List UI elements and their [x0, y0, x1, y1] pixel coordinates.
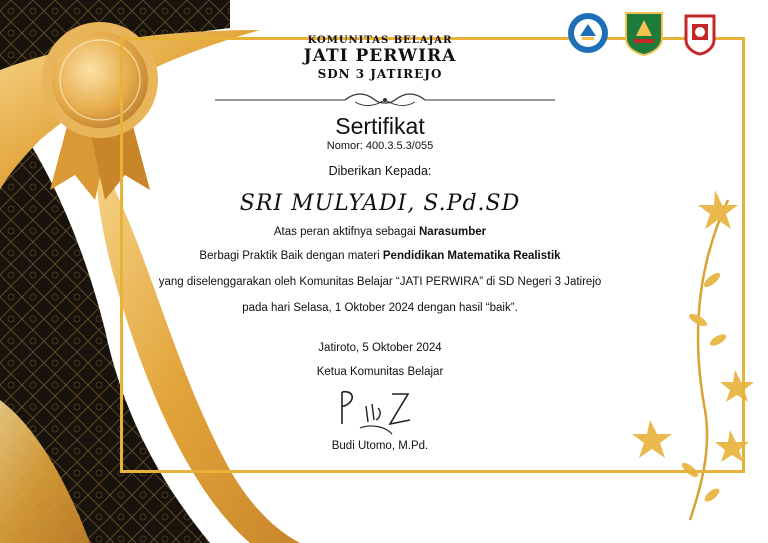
handwritten-signature-icon [330, 384, 420, 444]
role-line [150, 226, 610, 238]
topic-line [150, 250, 610, 262]
school-emblem-icon [678, 10, 722, 56]
certificate-title: Sertifikat [335, 113, 425, 139]
topic-prefix: Berbagi Praktik Baik dengan materi [199, 250, 383, 262]
ornamental-divider-icon [215, 90, 555, 110]
organizer-line: yang diselenggarakan oleh Komunitas Belajar “JATI PERWIRA” di SD Negeri 3 Jatirejo [158, 276, 602, 288]
signer-name: Budi Utomo, M.Pd. [331, 440, 429, 452]
organization-label: KOMUNITAS BELAJAR [307, 35, 453, 46]
certificate-number: Nomor: 400.3.5.3/055 [326, 140, 434, 152]
regency-emblem-icon [622, 10, 666, 56]
school-name: SDN 3 JATIREJO [317, 67, 443, 81]
given-to-label: Diberikan Kepada: [328, 164, 432, 178]
topic-value: Pendidikan Matematika Realistik [382, 250, 561, 262]
recipient-name: SRI MULYADI, S.Pd.SD [239, 191, 521, 216]
event-date-line: pada hari Selasa, 1 Oktober 2024 dengan hasil “baik”. [242, 302, 518, 314]
role-value: Narasumber [419, 226, 487, 238]
place-date: Jatiroto, 5 Oktober 2024 [318, 342, 442, 354]
role-prefix: Atas peran aktifnya sebagai [273, 226, 419, 238]
signer-position: Ketua Komunitas Belajar [316, 366, 444, 378]
organization-title: JATI PERWIRA [303, 46, 457, 66]
